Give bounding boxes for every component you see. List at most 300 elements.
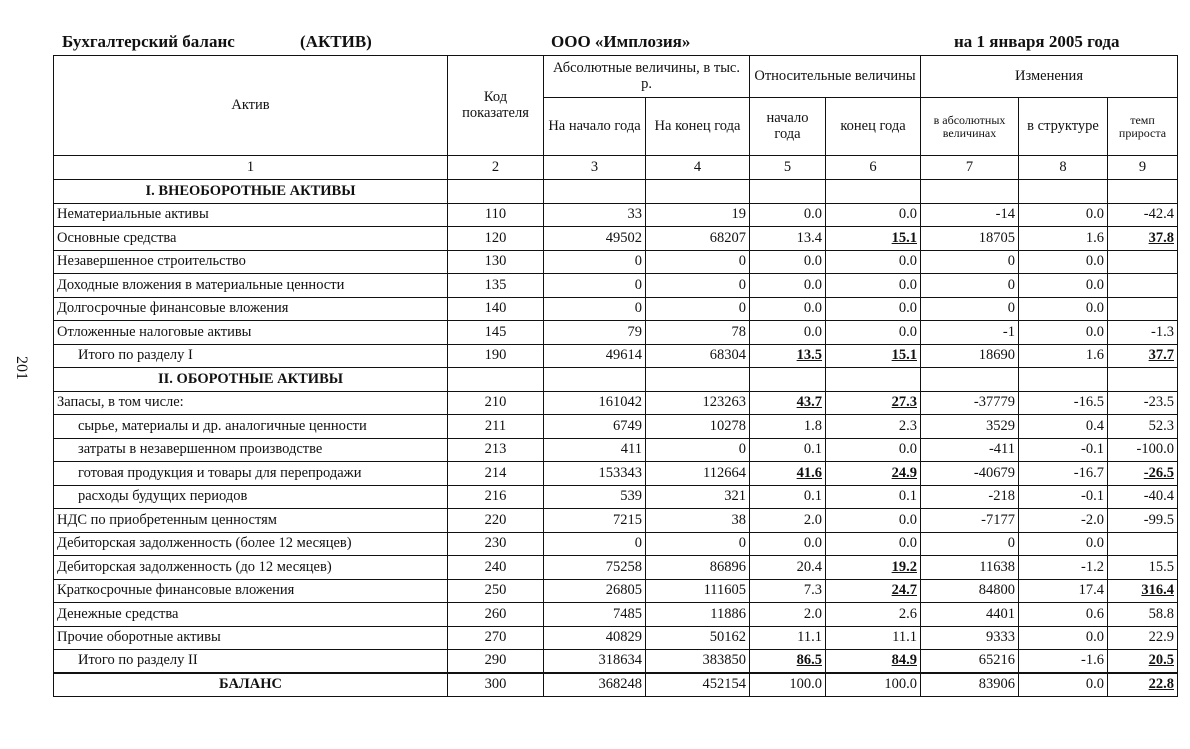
value-cell <box>921 250 1019 274</box>
value: 79 <box>627 323 642 340</box>
value-cell <box>921 203 1019 227</box>
table-row <box>54 321 1178 345</box>
value: 111605 <box>703 582 746 599</box>
row-code: 230 <box>448 532 544 556</box>
value-cell <box>750 579 826 603</box>
value-cell <box>826 462 921 486</box>
row-code: 211 <box>448 415 544 439</box>
value: 84800 <box>978 582 1015 599</box>
empty-cell <box>921 180 1019 204</box>
value-cell <box>544 321 646 345</box>
value: 100.0 <box>884 676 917 693</box>
value-cell <box>646 626 750 650</box>
value: 0.0 <box>1085 253 1104 270</box>
value: 0.0 <box>1085 206 1104 223</box>
value-cell <box>1019 579 1108 603</box>
value: 68207 <box>709 229 746 246</box>
row-code: 190 <box>448 344 544 368</box>
value-cell <box>646 532 750 556</box>
row-label: Отложенные налоговые активы <box>54 321 448 345</box>
value-cell <box>1019 415 1108 439</box>
row-code: 300 <box>448 673 544 697</box>
value: 11.1 <box>892 629 917 646</box>
value-cell <box>1108 462 1178 486</box>
value-cell <box>544 344 646 368</box>
value: 0.1 <box>803 488 822 505</box>
value: 86.5 <box>796 652 822 669</box>
col-abs-start: На начало года <box>544 98 646 156</box>
value-cell <box>826 274 921 298</box>
row-label: расходы будущих периодов <box>54 485 448 509</box>
value-cell <box>544 274 646 298</box>
value-cell <box>750 321 826 345</box>
total-row <box>54 673 1178 697</box>
value: 11886 <box>710 605 746 622</box>
value: 161042 <box>598 394 642 411</box>
value: 3529 <box>986 417 1015 434</box>
value-cell <box>921 415 1019 439</box>
value: 2.0 <box>803 605 822 622</box>
value: 33 <box>627 206 642 223</box>
value: 50162 <box>709 629 746 646</box>
value-cell <box>646 556 750 580</box>
value-cell <box>921 391 1019 415</box>
value: 6749 <box>613 417 642 434</box>
table-row <box>54 250 1178 274</box>
table-row <box>54 532 1178 556</box>
table-row <box>54 344 1178 368</box>
value: -1 <box>1002 323 1015 340</box>
value: 0.0 <box>1085 676 1104 693</box>
value-cell <box>750 250 826 274</box>
empty-cell <box>544 180 646 204</box>
value-cell <box>544 626 646 650</box>
row-code: 110 <box>448 203 544 227</box>
value: 0 <box>634 535 642 552</box>
value: 2.6 <box>898 605 917 622</box>
value: 24.7 <box>891 582 917 599</box>
value-cell <box>1019 509 1108 533</box>
value: 1.8 <box>803 417 822 434</box>
value: 0 <box>738 535 746 552</box>
value: 75258 <box>605 558 642 575</box>
value-cell <box>921 485 1019 509</box>
value-cell <box>826 344 921 368</box>
row-label: Дебиторская задолженность (до 12 месяцев) <box>54 556 448 580</box>
value-cell <box>750 203 826 227</box>
value-cell <box>826 485 921 509</box>
value-cell <box>826 227 921 251</box>
value: 58.8 <box>1148 605 1174 622</box>
value: 321 <box>724 488 746 505</box>
value-cell <box>1108 626 1178 650</box>
value: 411 <box>620 441 642 458</box>
empty-cell <box>544 368 646 392</box>
value-cell <box>750 462 826 486</box>
report-side: (АКТИВ) <box>300 32 372 51</box>
row-code: 250 <box>448 579 544 603</box>
value: 17.4 <box>1078 582 1104 599</box>
value: 0 <box>1007 253 1015 270</box>
value-cell <box>826 673 921 697</box>
col-chg: Изменения <box>921 56 1178 98</box>
value-cell <box>1108 438 1178 462</box>
value: 10278 <box>709 417 746 434</box>
value-cell <box>646 650 750 674</box>
value: -0.1 <box>1081 488 1104 505</box>
value: 86896 <box>709 558 746 575</box>
value: 7485 <box>613 605 642 622</box>
col-chg-abs: в абсолютных величинах <box>921 98 1019 156</box>
row-label: НДС по приобретенным ценностям <box>54 509 448 533</box>
value: -100.0 <box>1136 441 1174 458</box>
col-number: 4 <box>646 156 750 180</box>
row-code: 135 <box>448 274 544 298</box>
table-row <box>54 485 1178 509</box>
value: 0.0 <box>803 323 822 340</box>
balance-table <box>53 55 1178 697</box>
value: 0 <box>634 253 642 270</box>
value-cell <box>544 673 646 697</box>
value-cell <box>544 297 646 321</box>
row-code: 240 <box>448 556 544 580</box>
row-label: Нематериальные активы <box>54 203 448 227</box>
value-cell <box>544 391 646 415</box>
value: 0.0 <box>803 300 822 317</box>
value: 22.9 <box>1148 629 1174 646</box>
value: 0.0 <box>1085 300 1104 317</box>
value-cell <box>921 321 1019 345</box>
empty-cell <box>646 180 750 204</box>
value-cell <box>1108 391 1178 415</box>
value: 0.0 <box>803 253 822 270</box>
empty-cell <box>1108 180 1178 204</box>
row-label: Долгосрочные финансовые вложения <box>54 297 448 321</box>
value-cell <box>921 344 1019 368</box>
table-row <box>54 579 1178 603</box>
value: 9333 <box>986 629 1015 646</box>
value: 0.4 <box>1085 417 1104 434</box>
value-cell <box>750 227 826 251</box>
value-cell <box>544 650 646 674</box>
value: -1.6 <box>1081 652 1104 669</box>
row-label: сырье, материалы и др. аналогичные ценности <box>54 415 448 439</box>
value-cell <box>750 438 826 462</box>
col-chg-struct: в структуре <box>1019 98 1108 156</box>
value-cell <box>826 509 921 533</box>
value: 20.5 <box>1148 652 1174 669</box>
value-cell <box>1108 344 1178 368</box>
value: 0.0 <box>1085 535 1104 552</box>
value-cell <box>1019 344 1108 368</box>
value-cell <box>1019 391 1108 415</box>
value-cell <box>1019 438 1108 462</box>
value: 0.0 <box>803 206 822 223</box>
value-cell <box>544 415 646 439</box>
value: 11638 <box>979 558 1015 575</box>
row-label: Итого по разделу I <box>54 344 448 368</box>
value: 100.0 <box>789 676 822 693</box>
value-cell <box>750 556 826 580</box>
col-number: 3 <box>544 156 646 180</box>
section-title: II. ОБОРОТНЫЕ АКТИВЫ <box>54 368 448 392</box>
value-cell <box>750 673 826 697</box>
row-label: Запасы, в том числе: <box>54 391 448 415</box>
value: 112664 <box>703 464 746 481</box>
value-cell <box>826 297 921 321</box>
value-cell <box>544 485 646 509</box>
section-title: I. ВНЕОБОРОТНЫЕ АКТИВЫ <box>54 180 448 204</box>
table-row <box>54 462 1178 486</box>
value: 0 <box>1007 535 1015 552</box>
section-row <box>54 368 1178 392</box>
col-number: 7 <box>921 156 1019 180</box>
value-cell <box>646 509 750 533</box>
value-cell <box>544 462 646 486</box>
row-label: Доходные вложения в материальные ценности <box>54 274 448 298</box>
value: 19.2 <box>891 558 917 575</box>
value: 27.3 <box>891 394 917 411</box>
value-cell <box>1019 626 1108 650</box>
table-row <box>54 650 1178 674</box>
row-label: затраты в незавершенном производстве <box>54 438 448 462</box>
value: 0 <box>634 300 642 317</box>
table-row <box>54 415 1178 439</box>
value-cell <box>1019 203 1108 227</box>
col-abs-end: На конец года <box>646 98 750 156</box>
value: 0.0 <box>898 441 917 458</box>
value-cell <box>921 579 1019 603</box>
value-cell <box>1019 227 1108 251</box>
value-cell <box>544 556 646 580</box>
table-row <box>54 509 1178 533</box>
value: -26.5 <box>1143 464 1174 481</box>
value-cell <box>921 650 1019 674</box>
value: 19 <box>731 206 746 223</box>
value: 15.1 <box>891 229 917 246</box>
value: 13.4 <box>796 229 822 246</box>
value: 52.3 <box>1148 417 1174 434</box>
value-cell <box>646 250 750 274</box>
section-row <box>54 180 1178 204</box>
value: 0.0 <box>1085 629 1104 646</box>
value: 2.3 <box>898 417 917 434</box>
value-cell <box>826 438 921 462</box>
value-cell <box>921 673 1019 697</box>
row-label: Незавершенное строительство <box>54 250 448 274</box>
value: 0 <box>738 276 746 293</box>
value-cell <box>1108 227 1178 251</box>
empty-cell <box>826 368 921 392</box>
value: 7215 <box>613 511 642 528</box>
value: 24.9 <box>891 464 917 481</box>
value: -23.5 <box>1143 394 1174 411</box>
value-cell <box>1108 556 1178 580</box>
value: -7177 <box>981 511 1015 528</box>
value: 123263 <box>702 394 746 411</box>
col-aktiv: Актив <box>54 56 448 156</box>
col-number: 9 <box>1108 156 1178 180</box>
value-cell <box>1019 321 1108 345</box>
value: -16.7 <box>1073 464 1104 481</box>
value-cell <box>1019 485 1108 509</box>
value: 20.4 <box>796 558 822 575</box>
row-code: 213 <box>448 438 544 462</box>
row-label: Итого по разделу II <box>54 650 448 674</box>
value-cell <box>1108 274 1178 298</box>
value-cell <box>1108 485 1178 509</box>
row-code: 290 <box>448 650 544 674</box>
row-label: Дебиторская задолженность (более 12 месяцев) <box>54 532 448 556</box>
value-cell <box>921 556 1019 580</box>
col-number: 1 <box>54 156 448 180</box>
value: -40.4 <box>1143 488 1174 505</box>
empty-cell <box>826 180 921 204</box>
value: 65216 <box>978 652 1015 669</box>
value: 0.0 <box>1085 276 1104 293</box>
value-cell <box>750 485 826 509</box>
empty-cell <box>921 368 1019 392</box>
value-cell <box>1108 203 1178 227</box>
col-number: 5 <box>750 156 826 180</box>
row-label: Прочие оборотные активы <box>54 626 448 650</box>
value: 0 <box>738 441 746 458</box>
value-cell <box>826 556 921 580</box>
value-cell <box>826 532 921 556</box>
row-code: 145 <box>448 321 544 345</box>
row-label: Основные средства <box>54 227 448 251</box>
value: 11.1 <box>797 629 822 646</box>
value-cell <box>646 485 750 509</box>
empty-cell <box>750 180 826 204</box>
value-cell <box>646 203 750 227</box>
value-cell <box>921 227 1019 251</box>
value: -14 <box>995 206 1015 223</box>
report-date: на 1 января 2005 года <box>954 32 1120 51</box>
value: 0.0 <box>898 300 917 317</box>
value-cell <box>750 650 826 674</box>
row-code: 214 <box>448 462 544 486</box>
value-cell <box>750 344 826 368</box>
empty-cell <box>1019 180 1108 204</box>
value: 0.1 <box>898 488 917 505</box>
page-number: 201 <box>13 356 30 380</box>
value: 0.0 <box>803 276 822 293</box>
value-cell <box>921 438 1019 462</box>
value-cell <box>750 603 826 627</box>
value-cell <box>750 509 826 533</box>
value-cell <box>750 532 826 556</box>
row-label: БАЛАНС <box>54 673 448 697</box>
col-chg-rate: темп прироста <box>1108 98 1178 156</box>
value-cell <box>1108 415 1178 439</box>
value: 18705 <box>978 229 1015 246</box>
value-cell <box>646 274 750 298</box>
value-cell <box>826 321 921 345</box>
col-abs: Абсолютные величины, в тыс. р. <box>544 56 750 98</box>
value: 0 <box>738 300 746 317</box>
value: 37.8 <box>1148 229 1174 246</box>
empty-cell <box>750 368 826 392</box>
value-cell <box>646 297 750 321</box>
value-cell <box>544 603 646 627</box>
row-label: Краткосрочные финансовые вложения <box>54 579 448 603</box>
value: 18690 <box>978 347 1015 364</box>
value-cell <box>750 297 826 321</box>
value: 0.0 <box>898 511 917 528</box>
col-rel: Относительные величины <box>750 56 921 98</box>
value: 84.9 <box>891 652 917 669</box>
value-cell <box>646 462 750 486</box>
value: 452154 <box>702 676 746 693</box>
value: 1.6 <box>1085 229 1104 246</box>
col-number: 8 <box>1019 156 1108 180</box>
row-code: 140 <box>448 297 544 321</box>
value: 4401 <box>986 605 1015 622</box>
value-cell <box>646 579 750 603</box>
value-cell <box>921 509 1019 533</box>
value-cell <box>646 344 750 368</box>
col-number: 2 <box>448 156 544 180</box>
value: -1.3 <box>1151 323 1174 340</box>
value: 0 <box>1007 300 1015 317</box>
value: 1.6 <box>1085 347 1104 364</box>
row-code: 130 <box>448 250 544 274</box>
value-cell <box>544 203 646 227</box>
value-cell <box>1108 532 1178 556</box>
value: 0.0 <box>898 535 917 552</box>
value: 15.1 <box>891 347 917 364</box>
value-cell <box>826 626 921 650</box>
table-row <box>54 297 1178 321</box>
value-cell <box>544 227 646 251</box>
value: 40829 <box>605 629 642 646</box>
value: -2.0 <box>1081 511 1104 528</box>
empty-cell <box>448 180 544 204</box>
value: -1.2 <box>1081 558 1104 575</box>
value-cell <box>750 415 826 439</box>
value-cell <box>1108 509 1178 533</box>
value-cell <box>646 415 750 439</box>
row-code: 220 <box>448 509 544 533</box>
value-cell <box>750 274 826 298</box>
value-cell <box>1019 250 1108 274</box>
value-cell <box>646 603 750 627</box>
value: 13.5 <box>796 347 822 364</box>
row-label: Денежные средства <box>54 603 448 627</box>
value-cell <box>1108 603 1178 627</box>
value-cell <box>1019 673 1108 697</box>
value-cell <box>921 532 1019 556</box>
row-code: 216 <box>448 485 544 509</box>
value: 26805 <box>605 582 642 599</box>
value: -42.4 <box>1143 206 1174 223</box>
value: 153343 <box>598 464 642 481</box>
value: 316.4 <box>1141 582 1174 599</box>
value: -218 <box>988 488 1015 505</box>
value-cell <box>646 321 750 345</box>
value-cell <box>1019 650 1108 674</box>
table-row <box>54 227 1178 251</box>
value: 0.0 <box>898 276 917 293</box>
value: 41.6 <box>796 464 822 481</box>
value: 78 <box>731 323 746 340</box>
value: 7.3 <box>803 582 822 599</box>
value: 318634 <box>598 652 642 669</box>
value-cell <box>646 438 750 462</box>
row-code: 270 <box>448 626 544 650</box>
value-cell <box>826 603 921 627</box>
